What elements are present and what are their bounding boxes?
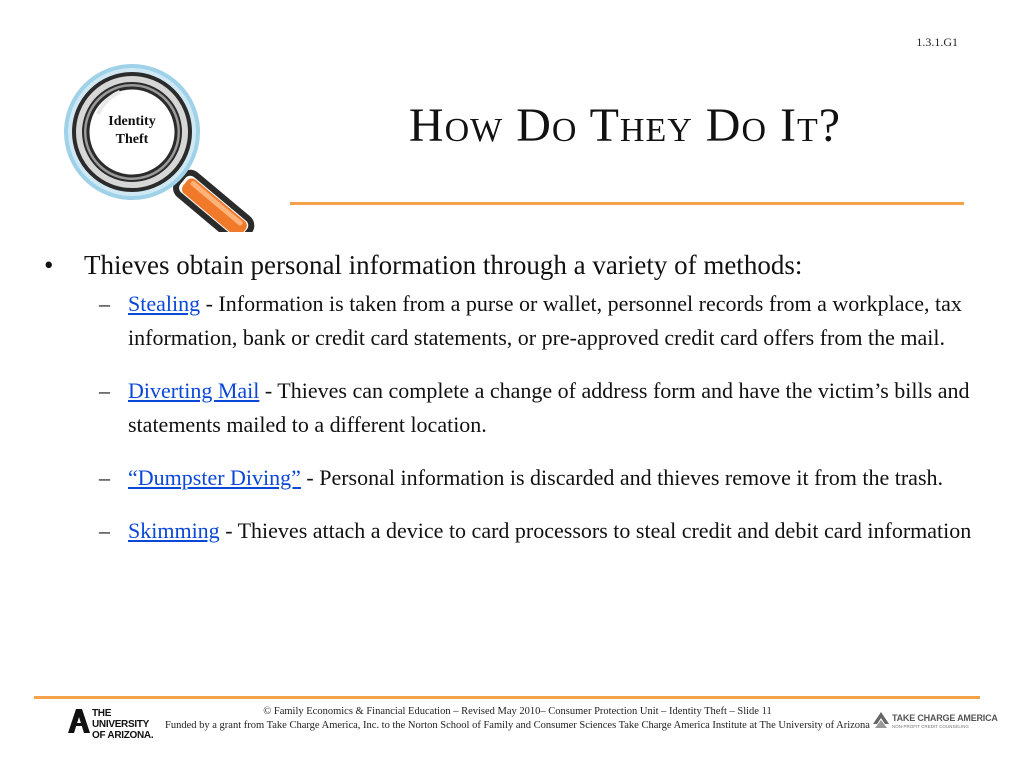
ua-logo-line1: THE UNIVERSITY — [92, 708, 150, 730]
footer-line2: Funded by a grant from Take Charge America, Inc. to the Norton School of Family and Consumer Sciences Take Charge America Institute at The University of Arizona — [165, 720, 870, 731]
main-point-text: Thieves obtain personal information through a variety of methods: — [84, 250, 803, 280]
method-item-diverting-mail — [99, 374, 995, 442]
tca-logo-subtext: NON-PROFIT CREDIT COUNSELING — [892, 724, 969, 729]
tca-wing-icon — [872, 710, 890, 730]
dash-marker: – — [99, 465, 110, 490]
footer-text — [160, 705, 875, 733]
main-bullet — [40, 245, 995, 285]
dash-marker: – — [99, 518, 110, 543]
dash-marker: – — [99, 291, 110, 316]
method-item-dumpster-diving — [99, 461, 995, 495]
ua-logo-text — [92, 708, 168, 741]
identity-label-line1: Identity — [108, 114, 156, 129]
ua-logo-line2: OF ARIZONA. — [92, 730, 154, 741]
dash-marker: – — [99, 378, 110, 403]
method-item-stealing — [99, 287, 995, 355]
methods-list — [40, 287, 995, 548]
slide-body — [40, 245, 995, 548]
university-of-arizona-logo — [68, 707, 168, 741]
bullet-dot: • — [44, 250, 54, 280]
identity-theft-label — [90, 113, 174, 149]
title-divider — [290, 202, 964, 205]
method-item-skimming — [99, 514, 995, 548]
method-description: - Personal information is discarded and thieves remove it from the trash. — [300, 465, 944, 490]
arizona-a-icon — [68, 709, 90, 733]
identity-label-line2: Theft — [115, 132, 149, 147]
method-term[interactable]: Skimming — [128, 518, 220, 543]
slide-code: 1.3.1.G1 — [916, 35, 958, 49]
take-charge-america-logo — [872, 710, 998, 734]
footer-divider — [34, 696, 980, 699]
footer-line1: © Family Economics & Financial Education – Revised May 2010– Consumer Protection Unit – Identity Theft – Slide 11 — [263, 706, 772, 717]
method-description: - Thieves can complete a change of address form and have the victim’s bills and statements mailed to a different location. — [128, 378, 970, 437]
method-term[interactable]: Stealing — [128, 291, 201, 316]
slide-title: How Do They Do It? — [408, 99, 842, 152]
method-description: - Information is taken from a purse or wallet, personnel records from a workplace, tax information, bank or credit card statements, or pre-approved credit card offers from the mail. — [128, 291, 962, 350]
method-term[interactable]: “Dumpster Diving” — [128, 465, 301, 490]
tca-logo-text: TAKE CHARGE AMERICA — [892, 713, 998, 723]
method-term[interactable]: Diverting Mail — [128, 378, 260, 403]
method-description: - Thieves attach a device to card processors to steal credit and debit card information — [219, 518, 972, 543]
